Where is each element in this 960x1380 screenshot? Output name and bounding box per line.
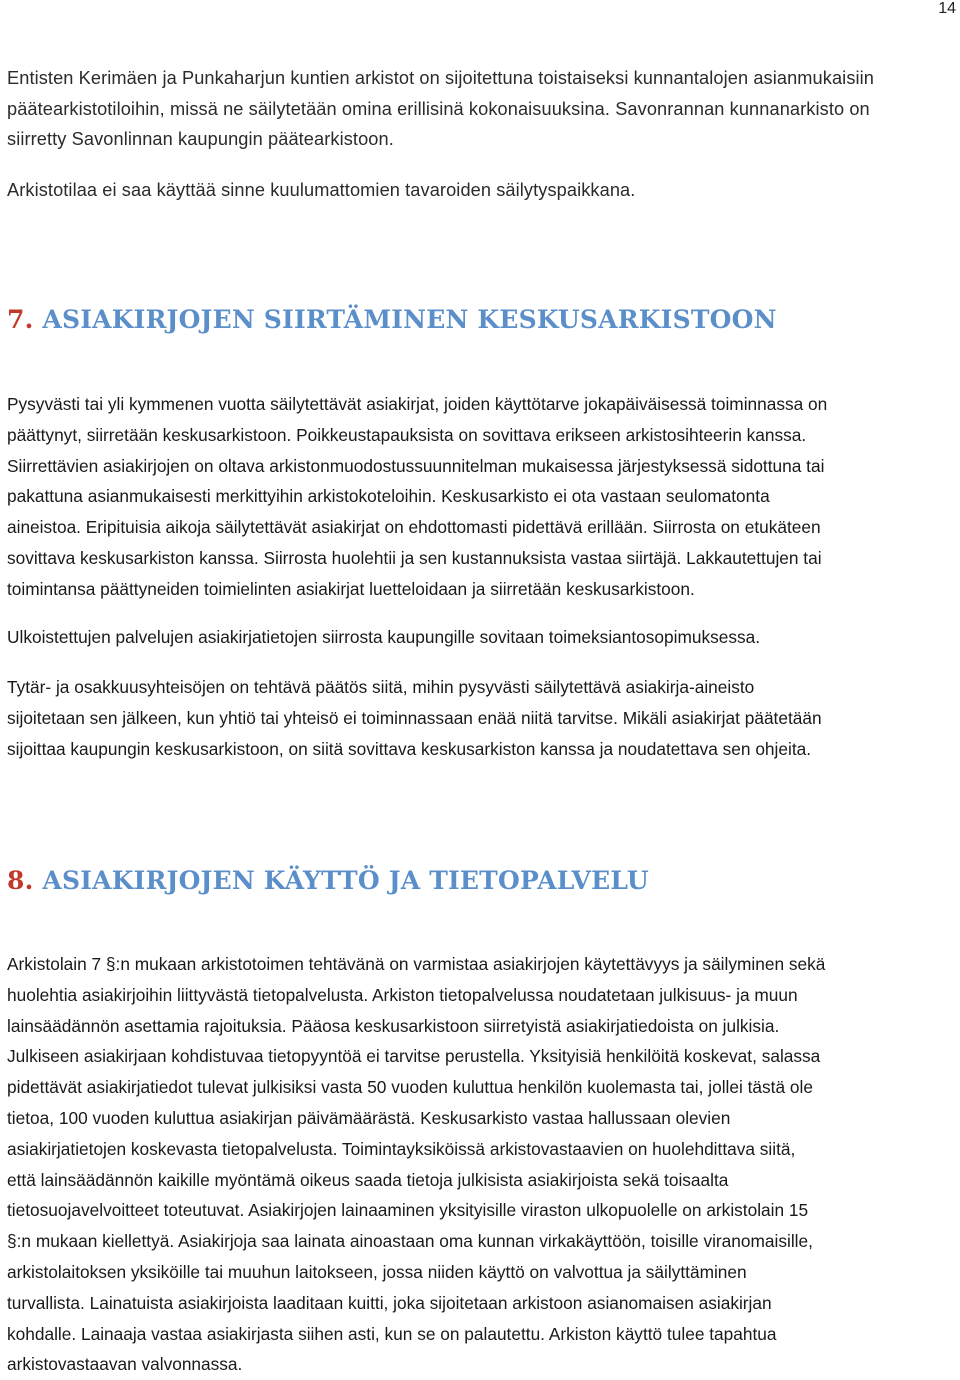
text-line: Ulkoistettujen palvelujen asiakirjatietojen siirrosta kaupungille sovitaan toimeksiantosopimuksessa. — [7, 627, 761, 647]
text-line: toimintansa päättyneiden toimielinten asiakirjat luetteloidaan ja siirretään keskusarkistoon. — [7, 578, 695, 599]
section-7-paragraph-2 — [7, 622, 957, 653]
text-line: pakattuna asianmukaisesti merkittyihin arkistokoteloihin. Keskusarkisto ei ota vastaan seulomatonta — [7, 486, 770, 507]
text-line: aineistoa. Eripituisia aikoja säilytettävät asiakirjat on ehdottomasti pidettävä erillään. Siirrosta on etukäteen — [7, 517, 821, 538]
intro-paragraph-1 — [7, 63, 957, 155]
section-7-heading — [7, 305, 957, 334]
text-line: sijoittaa kaupungin keskusarkistoon, on siitä sovittava keskusarkiston kanssa ja noudatettava sen ohjeita. — [7, 738, 812, 759]
text-line: §:n mukaan kiellettyä. Asiakirjoja saa lainata ainoastaan oma kunnan virkakäyttöön, toisille viranomaisille, — [7, 1231, 813, 1252]
text-line: tietosuojavelvoitteet toteutuvat. Asiakirjojen lainaaminen yksityisille viraston ulkopuolelle on arkistolain 15 — [7, 1200, 809, 1221]
text-line: Entisten Kerimäen ja Punkaharjun kuntien arkistot on sijoitettuna toistaiseksi kunnantalojen asianmukaisiin — [7, 68, 875, 88]
section-8-heading — [7, 866, 957, 895]
text-line: turvallista. Lainatuista asiakirjoista laaditaan kuitti, joka sijoitetaan arkistoon asianomaisen asiakirjan — [7, 1292, 772, 1313]
text-line: että lainsäädännön kaikille myöntämä oikeus saada tietoja julkisista asiakirjoista sekä toisaalta — [7, 1169, 729, 1190]
text-line: Tytär- ja osakkuusyhteisöjen on tehtävä päätös siitä, mihin pysyvästi säilytettävä asiakirja-aineisto — [7, 677, 755, 697]
section-7-title: ASIAKIRJOJEN SIIRTÄMINEN KESKUSARKISTOON — [42, 305, 777, 334]
text-line: kohdalle. Lainaaja vastaa asiakirjasta siihen asti, kun se on palautettu. Arkiston käyttö tulee tapahtua — [7, 1323, 777, 1344]
text-line: tietoa, 100 vuoden kuluttua asiakirjan päivämäärästä. Keskusarkisto vastaa hallussaan olevien — [7, 1107, 731, 1128]
text-line: Arkistolain 7 §:n mukaan arkistotoimen tehtävänä on varmistaa asiakirjojen käytettävyys ja säilyminen sekä — [7, 954, 826, 974]
section-8-title: ASIAKIRJOJEN KÄYTTÖ JA TIETOPALVELU — [42, 866, 649, 895]
page-number: 14 — [938, 0, 956, 17]
text-line: sovittava keskusarkiston kanssa. Siirrosta huolehtii ja sen kustannuksista vastaa siirtäjä. Lakkautettujen tai — [7, 547, 822, 568]
section-8-paragraph-1 — [7, 949, 957, 1380]
text-line: Julkiseen asiakirjaan kohdistuvaa tietopyyntöä ei tarvitse perustella. Yksityisiä henkilöitä koskevat, salassa — [7, 1046, 821, 1067]
text-line: sijoitetaan sen jälkeen, kun yhtiö tai yhteisö ei toiminnassaan enää niitä tarvitse. Mikäli asiakirjat päätetään — [7, 707, 822, 728]
text-line: arkistovastaavan valvonnassa. — [7, 1354, 243, 1375]
text-line: lainsäädännön asettamia rajoituksia. Pääosa keskusarkistoon siirretyistä asiakirjatiedoista on julkisia. — [7, 1015, 780, 1036]
section-8-number: 8. — [7, 866, 34, 895]
intro-paragraph-2 — [7, 175, 957, 206]
text-line: Arkistotilaa ei saa käyttää sinne kuulumattomien tavaroiden säilytyspaikkana. — [7, 180, 636, 200]
text-line: päättynyt, siirretään keskusarkistoon. Poikkeustapauksista on sovittava erikseen arkistosihteerin kanssa. — [7, 424, 807, 445]
text-line: arkistolaitoksen yksiköille tai muuhun laitokseen, jossa niiden käyttö on valvottua ja säilyttäminen — [7, 1261, 747, 1282]
text-line: Siirrettävien asiakirjojen on oltava arkistonmuodostussuunnitelman mukaisessa järjestyksessä sidottuna tai — [7, 455, 825, 476]
section-7-paragraph-1 — [7, 389, 957, 605]
text-line: päätearkistotiloihin, missä ne säilytetään omina erillisinä kokonaisuuksina. Savonrannan kunnanarkisto on — [7, 98, 870, 119]
text-line: pidettävät asiakirjatiedot tulevat julkisiksi vasta 50 vuoden kuluttua henkilön kuolemasta tai, jollei tästä ole — [7, 1077, 813, 1098]
text-line: huolehtia asiakirjoihin liittyvästä tietopalvelusta. Arkiston tietopalvelussa noudatetaan julkisuus- ja muun — [7, 984, 798, 1005]
section-7-number: 7. — [7, 305, 34, 334]
section-7-paragraph-3 — [7, 672, 957, 764]
text-line: siirretty Savonlinnan kaupungin päätearkistoon. — [7, 129, 394, 149]
text-line: asiakirjatietojen koskevasta tietopalvelusta. Toimintayksiköissä arkistovastaavien on huolehdittava siitä, — [7, 1138, 796, 1159]
text-line: Pysyvästi tai yli kymmenen vuotta säilytettävät asiakirjat, joiden käyttötarve jokapäiväisessä toiminnassa on — [7, 394, 828, 414]
